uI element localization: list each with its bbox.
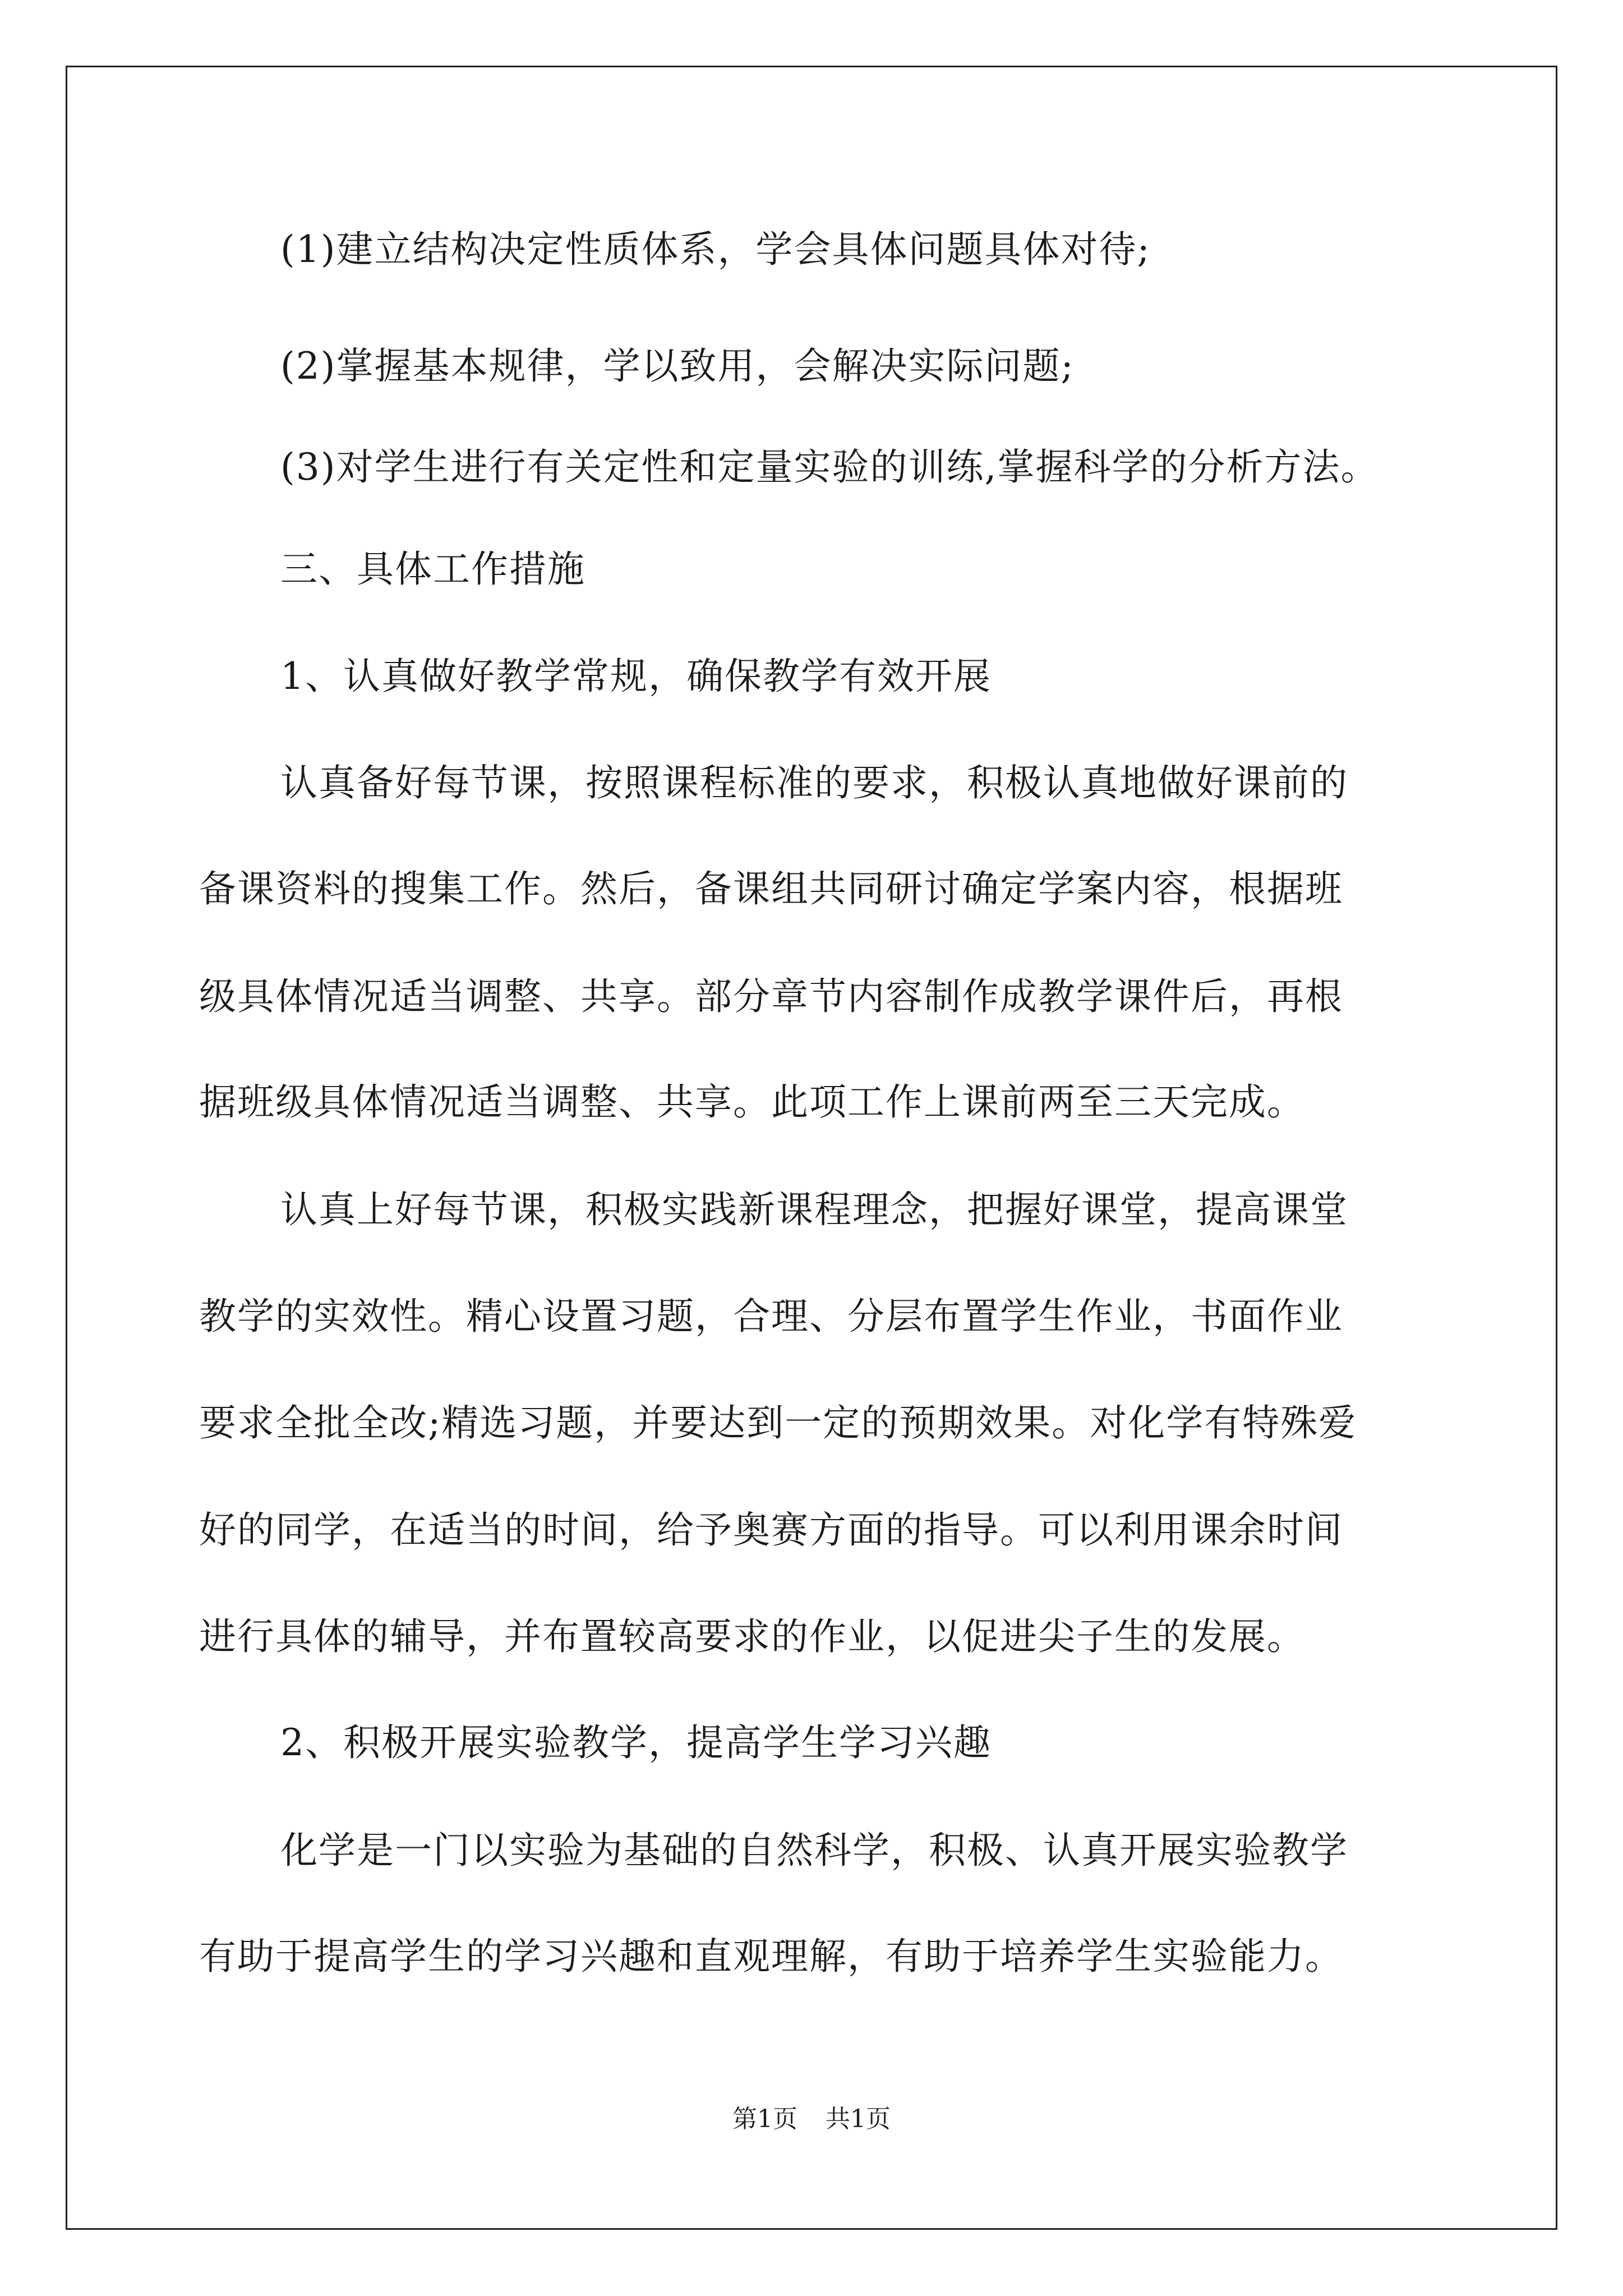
- text-line: 级具体情况适当调整、共享。部分章节内容制作成教学课件后，再根: [199, 975, 1343, 1018]
- page-footer: [0, 2104, 1623, 2135]
- text-line: 进行具体的辅导，并布置较高要求的作业，以促进尖子生的发展。: [199, 1615, 1305, 1658]
- page-number: 第1页: [732, 2105, 797, 2133]
- text-line: 要求全批全改;精选习题，并要达到一定的预期效果。对化学有特殊爱: [199, 1401, 1357, 1444]
- text-line: 教学的实效性。精心设置习题，合理、分层布置学生作业，书面作业: [199, 1295, 1343, 1338]
- text-line: (3)对学生进行有关定性和定量实验的训练,掌握科学的分析方法。: [280, 445, 1379, 489]
- text-line: (2)掌握基本规律，学以致用，会解决实际问题;: [280, 344, 1075, 388]
- text-line: (1)建立结构决定性质体系，学会具体问题具体对待;: [280, 228, 1151, 271]
- text-line: 化学是一门以实验为基础的自然科学，积极、认真开展实验教学: [280, 1829, 1348, 1872]
- subsection-heading: 1、认真做好教学常规，确保教学有效开展: [280, 655, 992, 698]
- text-line: 认真备好每节课，按照课程标准的要求，积极认真地做好课前的: [280, 761, 1348, 804]
- text-line: 据班级具体情况适当调整、共享。此项工作上课前两至三天完成。: [199, 1080, 1305, 1124]
- page-border: [66, 66, 1557, 2230]
- text-line: 认真上好每节课，积极实践新课程理念，把握好课堂，提高课堂: [280, 1188, 1348, 1231]
- text-line: 好的同学，在适当的时间，给予奥赛方面的指导。可以利用课余时间: [199, 1508, 1343, 1552]
- page-total: 共1页: [826, 2105, 891, 2133]
- text-line: 备课资料的搜集工作。然后，备课组共同研讨确定学案内容，根据班: [199, 867, 1343, 910]
- subsection-heading: 2、积极开展实验教学，提高学生学习兴趣: [280, 1721, 992, 1764]
- text-line: 有助于提高学生的学习兴趣和直观理解，有助于培养学生实验能力。: [199, 1935, 1343, 1978]
- section-heading: 三、具体工作措施: [280, 547, 585, 591]
